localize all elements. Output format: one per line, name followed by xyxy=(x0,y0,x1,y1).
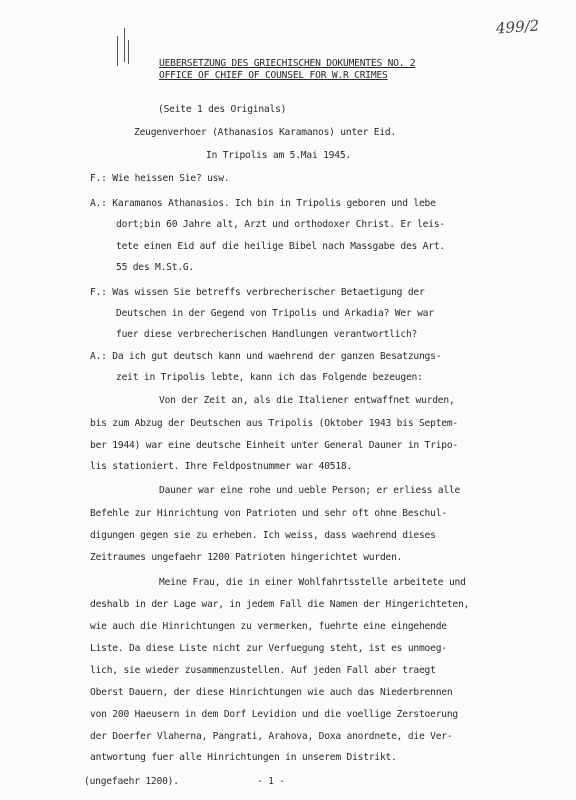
body-line: antwortung fuer alle Hinrichtungen in unserem Distrikt. xyxy=(90,752,397,763)
margin-mark xyxy=(124,28,125,62)
body-line: ber 1944) war eine deutsche Einheit unter General Dauner in Tripo- xyxy=(90,440,459,451)
body-line: fuer diese verbrecherischen Handlungen verantwortlich? xyxy=(116,329,418,340)
body-line: F.: Wie heissen Sie? usw. xyxy=(90,173,230,184)
body-line: Befehle zur Hinrichtung von Patrioten und sehr oft ohne Beschul- xyxy=(90,508,447,519)
body-line: 55 des M.St.G. xyxy=(116,262,195,273)
body-line: Von der Zeit an, als die Italiener entwaffnet wurden, xyxy=(159,395,455,406)
body-line: Oberst Dauern, der diese Hinrichtungen wie auch das Niederbrennen xyxy=(90,687,453,698)
body-line: der Doerfer Vlaherna, Pangrati, Arahova, Doxa anordnete, die Ver- xyxy=(90,731,453,742)
body-line: A.: Da ich gut deutsch kann und waehrend der ganzen Besatzungs- xyxy=(90,351,442,362)
body-line: F.: Was wissen Sie betreffs verbrecherischer Betaetigung der xyxy=(90,287,425,298)
body-line: Meine Frau, die in einer Wohlfahrtsstelle arbeitete und xyxy=(159,577,466,588)
body-line: Zeitraumes ungefaehr 1200 Patrioten hingerichtet wurden. xyxy=(90,552,403,563)
body-line: dort;bin 60 Jahre alt, Arzt und orthodoxer Christ. Er leis- xyxy=(116,219,445,230)
header-line-2: OFFICE OF CHIEF OF COUNSEL FOR W.R CRIMES xyxy=(159,70,388,81)
body-line: lich, sie wieder zusammenzustellen. Auf jeden Fall aber traegt xyxy=(90,665,436,676)
body-line: deshalb in der Lage war, in jedem Fall die Namen der Hingerichteten, xyxy=(90,599,470,610)
body-line: bis zum Abzug der Deutschen aus Tripolis (Oktober 1943 bis Septem- xyxy=(90,418,459,429)
place-date: In Tripolis am 5.Mai 1945. xyxy=(206,150,351,161)
body-line: Dauner war eine rohe und ueble Person; er erliess alle xyxy=(159,485,461,496)
body-line: (ungefaehr 1200). xyxy=(84,776,179,787)
body-line: A.: Karamanos Athanasios. Ich bin in Tripolis geboren und lebe xyxy=(90,198,436,209)
handwritten-annotation: 499/2 xyxy=(495,16,540,38)
body-line: zeit in Tripolis lebte, kann ich das Folgende bezeugen: xyxy=(116,372,423,383)
body-line: von 200 Haeusern in dem Dorf Levidion und die voellige Zerstoerung xyxy=(90,709,459,720)
margin-mark xyxy=(117,36,118,66)
body-line: tete einen Eid auf die heilige Bibel nach Massgabe des Art. xyxy=(116,241,445,252)
header-line-1: UEBERSETZUNG DES GRIECHISCHEN DOKUMENTES NO. 2 xyxy=(159,58,416,69)
body-line: Liste. Da diese Liste nicht zur Verfuegung steht, ist es unmoeg- xyxy=(90,643,447,654)
body-line: Deutschen in der Gegend von Tripolis und Arkadia? Wer war xyxy=(116,308,434,319)
body-line: lis stationiert. Ihre Feldpostnummer war 40518. xyxy=(90,461,353,472)
page-number: - 1 - xyxy=(257,776,285,787)
body-line: wie auch die Hinrichtungen zu vermerken, fuehrte eine eingehende xyxy=(90,621,447,632)
subtitle: (Seite 1 des Originals) xyxy=(158,104,287,115)
document-title: Zeugenverhoer (Athanasios Karamanos) unter Eid. xyxy=(134,127,397,138)
margin-mark xyxy=(128,40,129,64)
body-line: digungen gegen sie zu erheben. Ich weiss, dass waehrend dieses xyxy=(90,530,436,541)
